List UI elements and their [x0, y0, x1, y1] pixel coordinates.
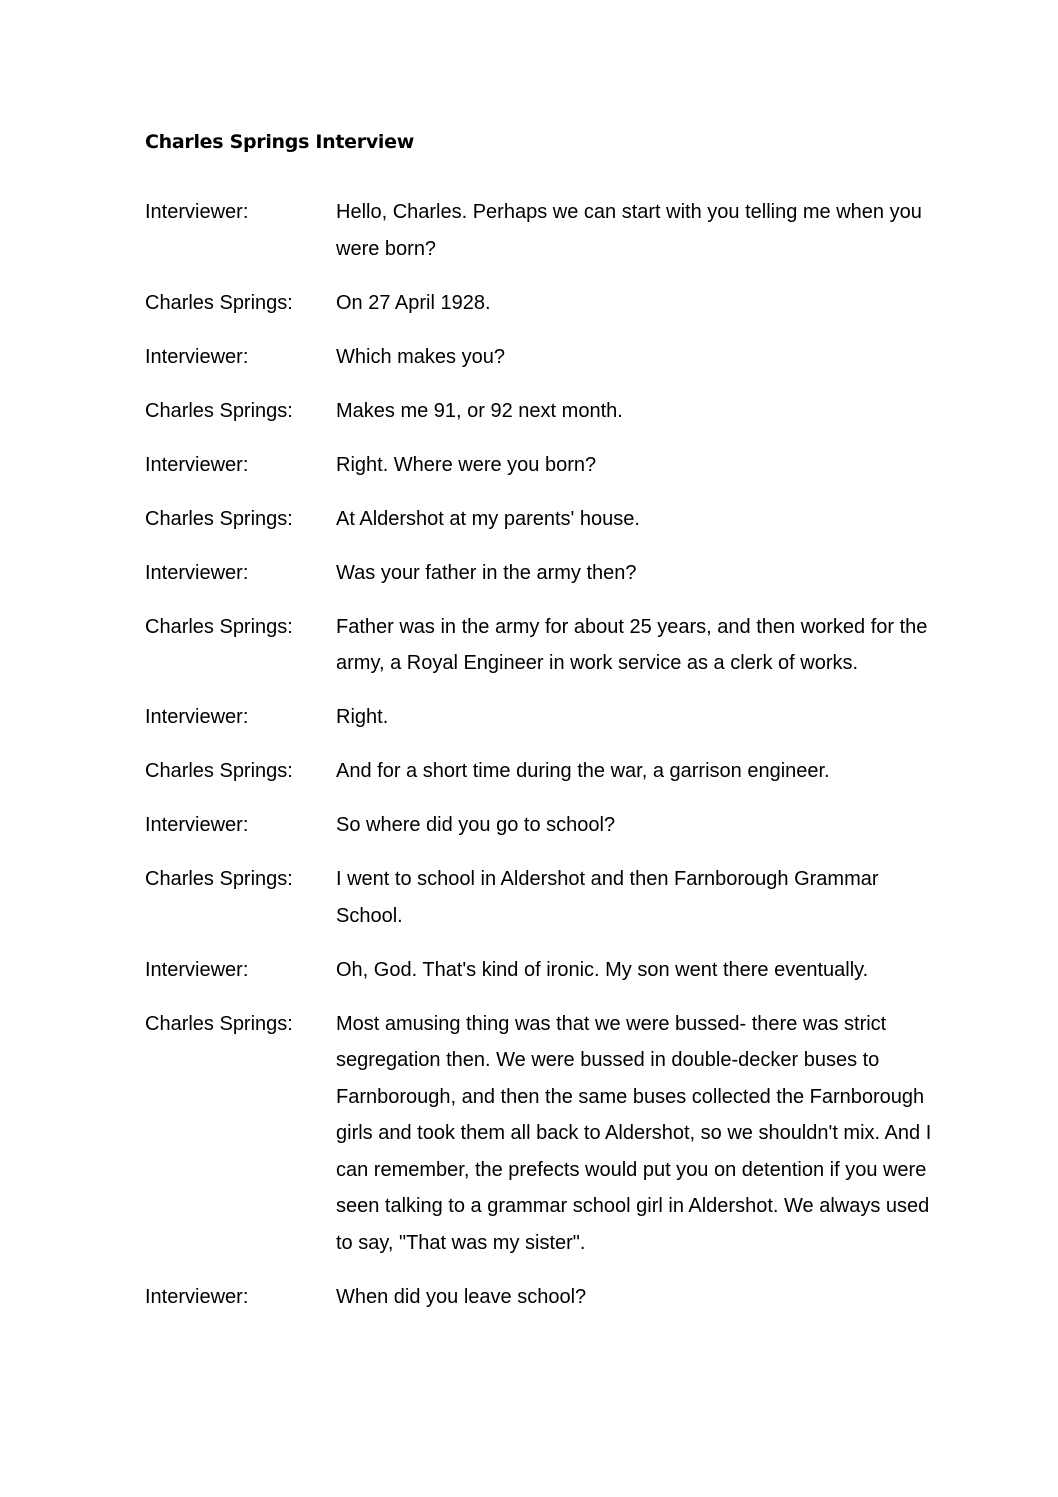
speaker-label: Charles Springs:: [145, 507, 293, 530]
transcript-turn: [145, 447, 945, 484]
transcript-turn: [145, 501, 945, 538]
speaker-label: Interviewer:: [145, 814, 249, 836]
transcript-turn: [145, 1279, 945, 1316]
speaker-label: Charles Springs:: [145, 615, 293, 638]
speaker-label: Charles Springs:: [145, 1012, 293, 1035]
transcript-turn: [145, 393, 945, 430]
transcript-turn: [145, 699, 945, 736]
utterance-text: When did you leave school?: [336, 1285, 587, 1308]
utterance-text: At Aldershot at my parents' house.: [336, 507, 640, 530]
document-title: Charles Springs Interview: [145, 131, 414, 153]
transcript-turn: [145, 555, 945, 592]
transcript-turn: [145, 807, 945, 844]
utterance-text: I went to school in Aldershot and then Farnborough Grammar School.: [336, 868, 879, 927]
utterance-text: Makes me 91, or 92 next month.: [336, 399, 623, 422]
speaker-label: Charles Springs:: [145, 760, 293, 782]
speaker-label: Charles Springs:: [145, 291, 293, 314]
speaker-label: Interviewer:: [145, 201, 249, 223]
speaker-label: Interviewer:: [145, 561, 249, 584]
transcript-turn: [145, 285, 945, 322]
utterance-text: Which makes you?: [336, 345, 505, 368]
speaker-label: Charles Springs:: [145, 399, 293, 422]
utterance-text: Hello, Charles. Perhaps we can start with you telling me when you were born?: [336, 201, 922, 260]
utterance-text: On 27 April 1928.: [336, 291, 491, 314]
utterance-text: And for a short time during the war, a garrison engineer.: [336, 760, 830, 782]
transcript-turn: [145, 861, 945, 934]
transcript-turn: [145, 609, 945, 682]
speaker-label: Interviewer:: [145, 453, 249, 476]
speaker-label: Charles Springs:: [145, 868, 293, 890]
speaker-label: Interviewer:: [145, 1285, 249, 1308]
utterance-text: Father was in the army for about 25 years, and then worked for the army, a Royal Engineer in work service as a clerk of works.: [336, 615, 928, 674]
transcript-turn: [145, 1006, 945, 1262]
speaker-label: Interviewer:: [145, 706, 249, 728]
transcript-turn: [145, 194, 945, 267]
transcript-turn: [145, 339, 945, 376]
utterance-text: Right.: [336, 706, 389, 728]
utterance-text: Right. Where were you born?: [336, 453, 597, 476]
transcript-turn: [145, 952, 945, 989]
utterance-text: Most amusing thing was that we were bussed- there was strict segregation then. We were bussed in double-decker buses to Farnborough, and then the same buses collected the Farnborough girls and took them all back to Aldershot, so we shouldn't mix. And I can remember, the prefects would put you on detention if you were seen talking to a grammar school girl in Aldershot. We always used to say, "That was my sister".: [336, 1012, 932, 1254]
speaker-label: Interviewer:: [145, 345, 249, 368]
utterance-text: Was your father in the army then?: [336, 561, 637, 584]
utterance-text: Oh, God. That's kind of ironic. My son went there eventually.: [336, 958, 869, 981]
transcript-turn: [145, 753, 945, 790]
utterance-text: So where did you go to school?: [336, 814, 616, 836]
transcript: [145, 194, 945, 1333]
speaker-label: Interviewer:: [145, 958, 249, 981]
